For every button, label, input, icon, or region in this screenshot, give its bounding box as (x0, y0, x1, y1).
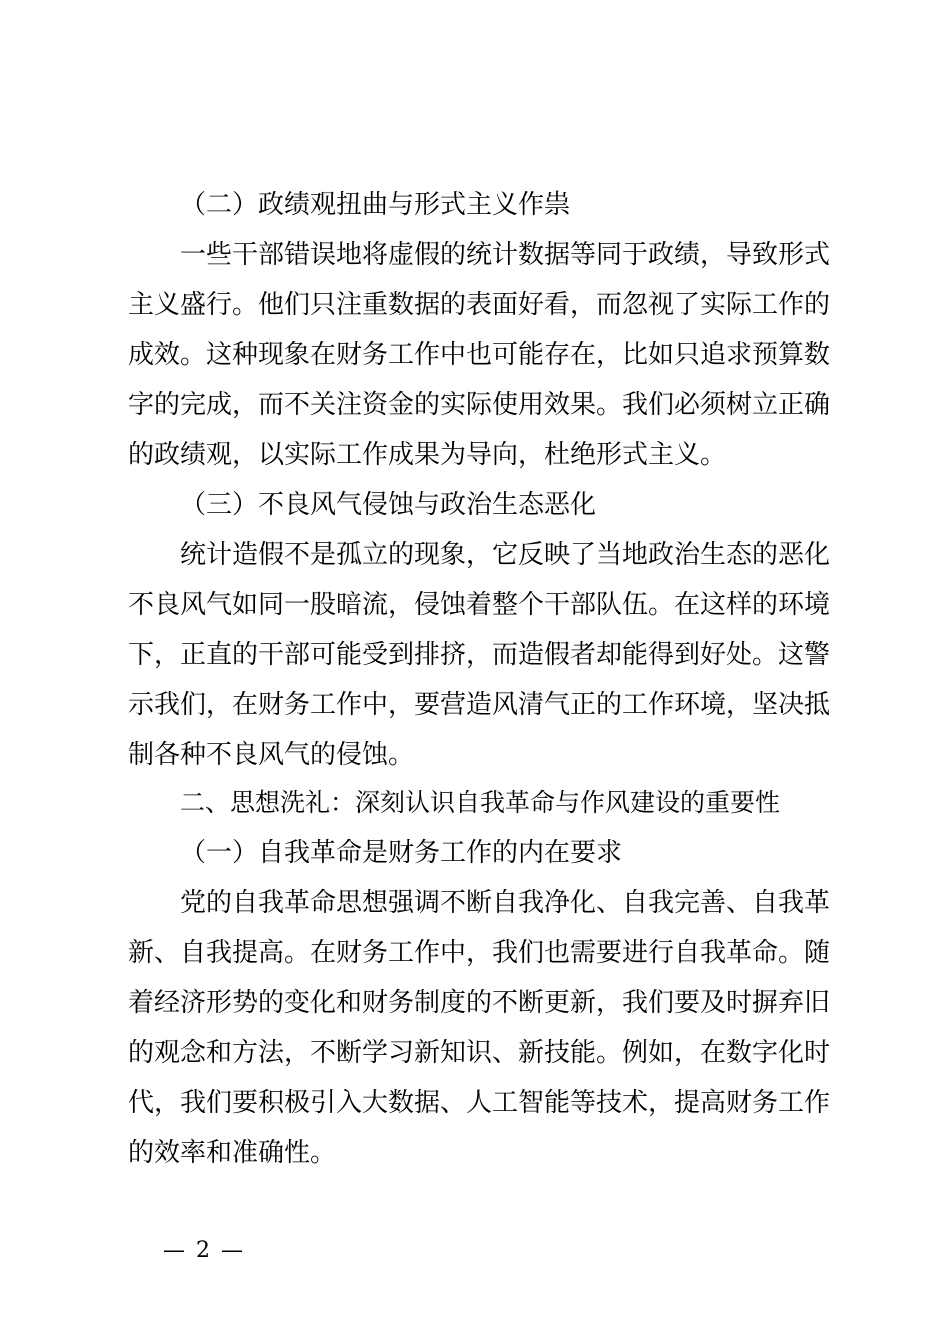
paragraph-line: 一些干部错误地将虚假的统计数据等同于政绩，导致形式 (180, 240, 831, 270)
paragraph-line: 的效率和准确性。 (128, 1138, 337, 1168)
paragraph-line: 代，我们要积极引入大数据、人工智能等技术，提高财务工作 (128, 1088, 831, 1118)
section-heading-2: 二、思想洗礼：深刻认识自我革命与作风建设的重要性 (180, 788, 781, 817)
paragraph-line: 字的完成，而不关注资金的实际使用效果。我们必须树立正确 (128, 390, 831, 420)
paragraph-line: 新、自我提高。在财务工作中，我们也需要进行自我革命。随 (128, 938, 831, 968)
subheading-2-1: （一）自我革命是财务工作的内在要求 (180, 838, 623, 868)
paragraph-line: 制各种不良风气的侵蚀。 (128, 740, 415, 770)
paragraph-line: 党的自我革命思想强调不断自我净化、自我完善、自我革 (180, 888, 831, 918)
page-number: — 2 — (163, 1238, 245, 1263)
subheading-2: （二）政绩观扭曲与形式主义作祟 (180, 190, 571, 220)
paragraph-line: 成效。这种现象在财务工作中也可能存在，比如只追求预算数 (128, 340, 831, 370)
paragraph-line: 的政绩观，以实际工作成果为导向，杜绝形式主义。 (128, 440, 727, 470)
paragraph-line: 的观念和方法，不断学习新知识、新技能。例如，在数字化时 (128, 1038, 831, 1068)
paragraph-line: 主义盛行。他们只注重数据的表面好看，而忽视了实际工作的 (128, 290, 831, 320)
subheading-3: （三）不良风气侵蚀与政治生态恶化 (180, 490, 597, 520)
paragraph-line: 不良风气如同一股暗流，侵蚀着整个干部队伍。在这样的环境 (128, 590, 831, 620)
paragraph-line: 着经济形势的变化和财务制度的不断更新，我们要及时摒弃旧 (128, 988, 831, 1018)
paragraph-line: 下，正直的干部可能受到排挤，而造假者却能得到好处。这警 (128, 640, 831, 670)
paragraph-line: 示我们，在财务工作中，要营造风清气正的工作环境，坚决抵 (128, 690, 831, 720)
paragraph-line: 统计造假不是孤立的现象，它反映了当地政治生态的恶化 (180, 540, 831, 570)
